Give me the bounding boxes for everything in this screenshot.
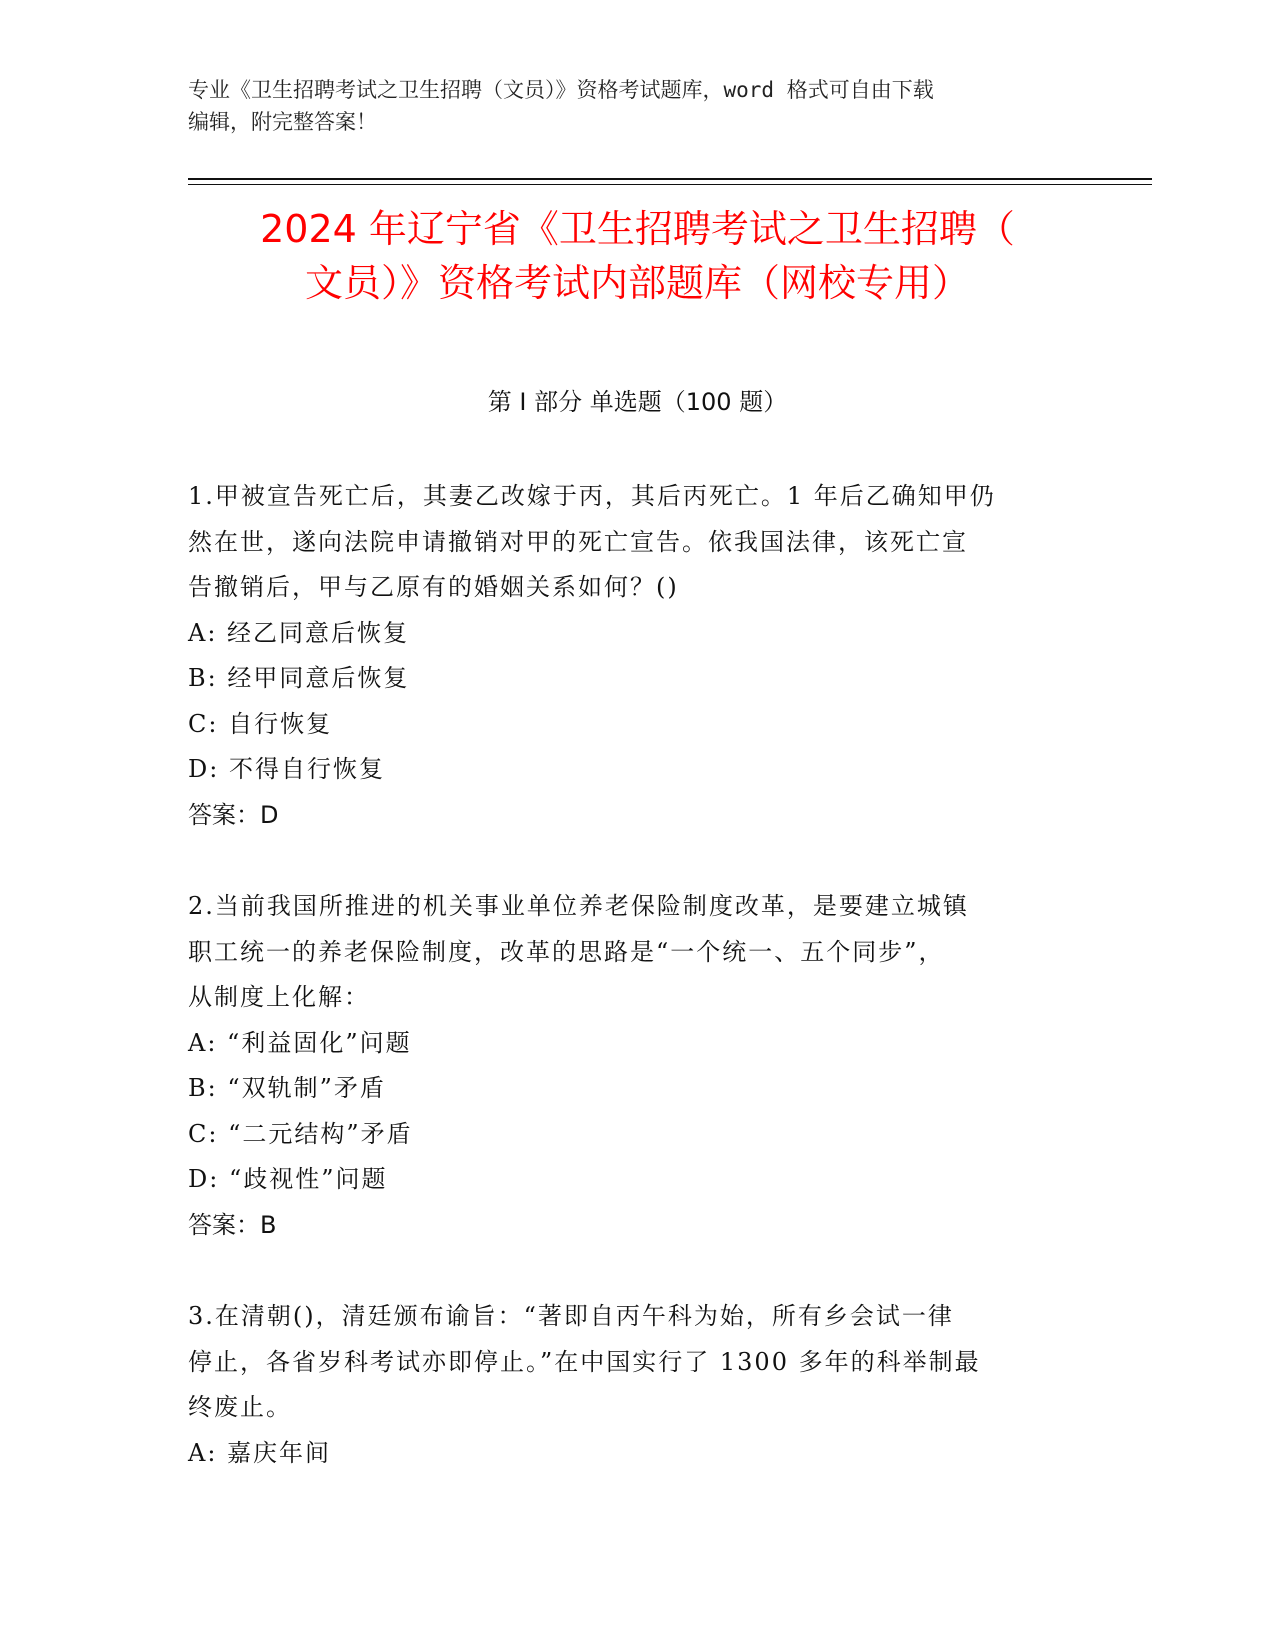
option-c: C: “二元结构”矛盾 — [188, 1119, 413, 1148]
question-1 — [188, 474, 1088, 838]
question-2 — [188, 884, 1088, 1248]
header-note — [188, 74, 1088, 138]
header-divider-thick — [188, 178, 1152, 180]
document-title-line-2: 文员）》资格考试内部题库（网校专用） — [304, 261, 970, 305]
header-note-line-2: 编辑，附完整答案！ — [188, 110, 377, 134]
answer-line: 答案：D — [188, 800, 279, 829]
option-a: A: 经乙同意后恢复 — [188, 618, 410, 647]
question-stem — [188, 884, 1088, 1021]
question-stem-line: 3.在清朝()，清廷颁布谕旨：“著即自丙午科为始，所有乡会试一律 — [188, 1302, 954, 1330]
question-stem-line: 告撤销后，甲与乙原有的婚姻关系如何？() — [188, 573, 679, 601]
question-stem-line: 然在世，遂向法院申请撤销对甲的死亡宣告。依我国法律，该死亡宣 — [188, 527, 968, 556]
answer-line: 答案：B — [188, 1210, 277, 1239]
option-a: A: 嘉庆年间 — [188, 1438, 332, 1467]
option-d: D: 不得自行恢复 — [188, 755, 385, 783]
section-heading: 第 I 部分 单选题（100 题） — [487, 388, 788, 416]
option-b: B: 经甲同意后恢复 — [188, 664, 410, 692]
question-3 — [188, 1294, 1088, 1476]
header-divider-thin — [188, 184, 1152, 185]
question-stem-line: 终废止。 — [188, 1393, 292, 1421]
header-note-line-1: 专业《卫生招聘考试之卫生招聘（文员）》资格考试题库，word 格式可自由下载 — [188, 78, 934, 102]
question-list — [188, 474, 1088, 1522]
question-stem — [188, 474, 1088, 611]
question-stem-line: 2.当前我国所推进的机关事业单位养老保险制度改革，是要建立城镇 — [188, 892, 969, 920]
question-stem-line: 职工统一的养老保险制度，改革的思路是“一个统一、五个同步”， — [188, 937, 945, 966]
option-b: B: “双轨制”矛盾 — [188, 1074, 386, 1102]
document-title-line-1: 2024 年辽宁省《卫生招聘考试之卫生招聘（ — [260, 207, 1015, 251]
question-stem-line: 从制度上化解： — [188, 983, 370, 1011]
question-stem-line: 停止，各省岁科考试亦即停止。”在中国实行了 1300 多年的科举制最 — [188, 1347, 981, 1376]
option-a: A: “利益固化”问题 — [188, 1028, 412, 1057]
document-title — [150, 202, 1125, 310]
question-stem — [188, 1294, 1088, 1431]
option-c: C: 自行恢复 — [188, 709, 333, 738]
question-stem-line: 1.甲被宣告死亡后，其妻乙改嫁于丙，其后丙死亡。1 年后乙确知甲仍 — [188, 482, 996, 510]
option-d: D: “歧视性”问题 — [188, 1165, 388, 1193]
